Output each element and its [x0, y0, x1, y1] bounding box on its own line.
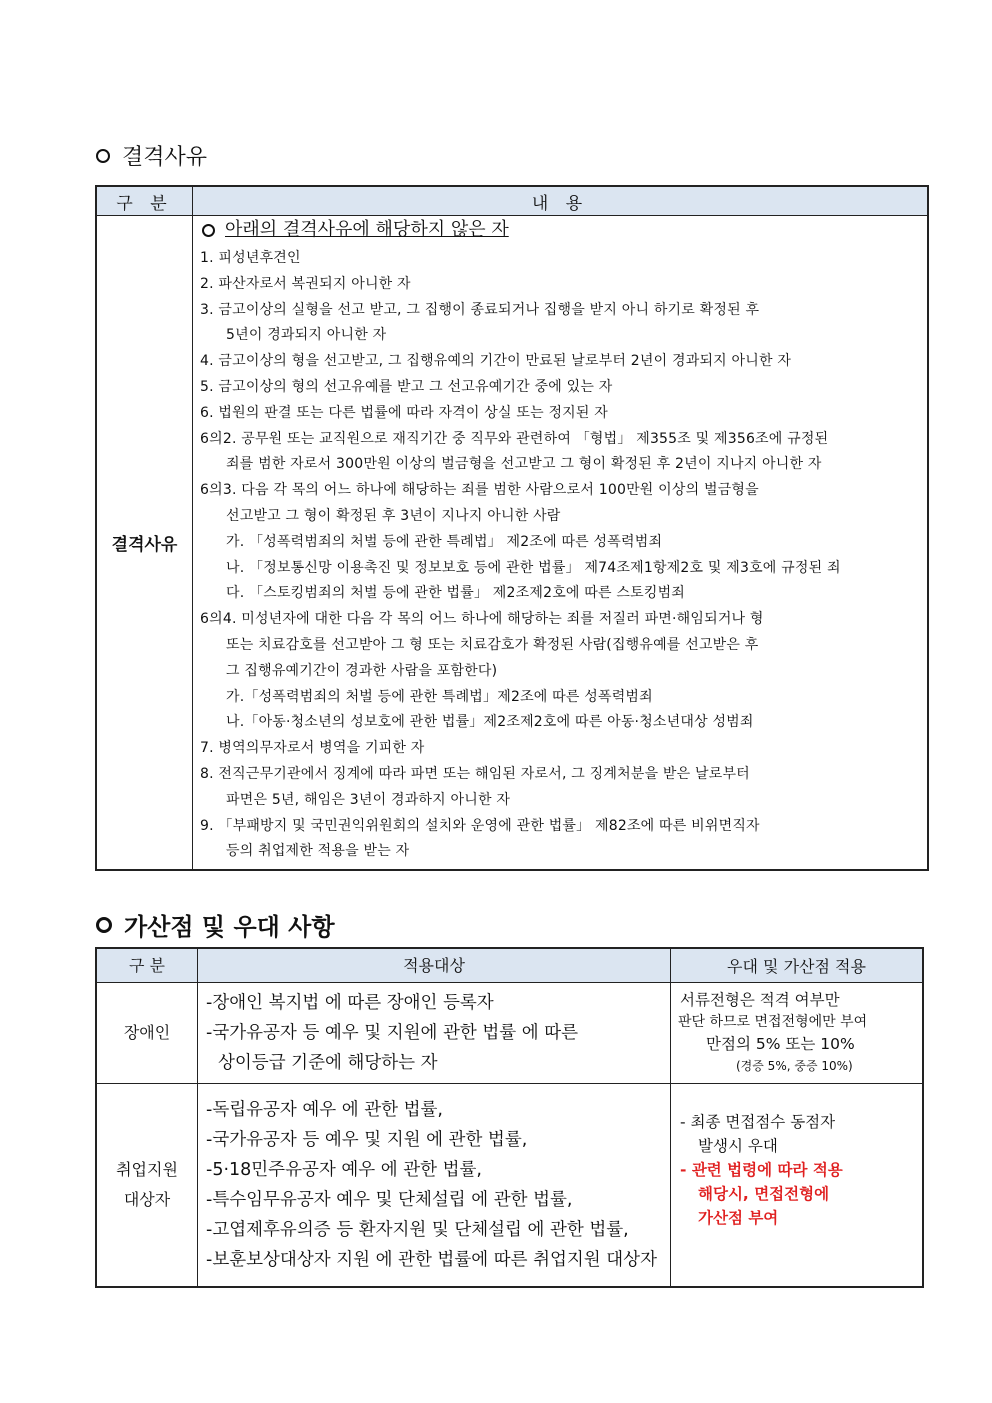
target-line: -고엽제후유의증 등 환자지원 및 단체설립 에 관한 법률,: [206, 1219, 629, 1240]
target-line: -독립유공자 예우 에 관한 법률,: [206, 1099, 443, 1120]
list-item: 등의 취업제한 적용을 받는 자: [226, 843, 410, 860]
list-item: 5년이 경과되지 아니한 자: [226, 327, 387, 344]
list-item: 7. 병역의무자로서 병역을 기피한 자: [200, 740, 425, 757]
list-item: 6의4. 미성년자에 대한 다음 각 목의 어느 하나에 해당하는 죄를 저질러 파면·해임되거나 형: [200, 611, 764, 628]
header-benefit: 우대 및 가산점 적용: [671, 948, 924, 983]
list-item: 4. 금고이상의 형을 선고받고, 그 집행유예의 기간이 만료된 날로부터 2년이 경과되지 아니한 자: [200, 353, 792, 370]
table-header-row: [96, 186, 928, 216]
section-title-text: 결격사유: [122, 145, 208, 170]
content-cell: [193, 216, 929, 871]
benefit-line: 만점의 5% 또는 10%: [706, 1035, 855, 1053]
category-cell: 장애인: [96, 983, 198, 1084]
disqualification-list: [200, 246, 919, 865]
target-line: -국가유공자 등 예우 및 지원 에 관한 법률,: [206, 1129, 528, 1150]
disqualification-table: [95, 185, 929, 871]
list-item: 8. 전직근무기관에서 징계에 따라 파면 또는 해임된 자로서, 그 징계처분을 받은 날로부터: [200, 765, 750, 782]
section-title-text: 가산점 및 우대 사항: [124, 913, 335, 941]
list-item: 그 집행유예기간이 경과한 사람을 포함한다): [226, 662, 498, 679]
section-title-bonus: [96, 907, 335, 942]
circle-bullet-icon: [96, 149, 110, 163]
header-targets: 적용대상: [198, 948, 671, 983]
list-item: 선고받고 그 형이 확정된 후 3년이 지나지 아니한 사람: [226, 507, 561, 524]
list-item: 나.「아동·청소년의 성보호에 관한 법률」제2조제2호에 따른 아동·청소년대상 성범죄: [226, 714, 754, 731]
list-item: 가. 「성폭력범죄의 처벌 등에 관한 특례법」 제2조에 따른 성폭력범죄: [226, 533, 663, 550]
list-item: 2. 파산자로서 복권되지 아니한 자: [200, 275, 411, 292]
category-line: 취업지원: [116, 1159, 178, 1179]
header-category: 구 분: [96, 186, 193, 216]
benefit-line: 서류전형은 적격 여부만: [680, 991, 840, 1009]
category-cell: 결격사유: [96, 216, 193, 871]
benefit-cell: [671, 983, 924, 1084]
benefit-highlight-line: 해당시, 면접전형에: [698, 1184, 830, 1203]
table-header-row: [96, 948, 923, 983]
benefit-line: - 최종 면접점수 동점자: [680, 1112, 836, 1131]
circle-bullet-icon: [96, 917, 112, 933]
header-content: 내 용: [193, 186, 929, 216]
table-row-employment-support: [96, 1084, 923, 1287]
section-title-disqualification: [96, 140, 207, 171]
list-item: 9. 「부패방지 및 국민권익위원회의 설치와 운영에 관한 법률」 제82조에 따른 비위면직자: [200, 817, 760, 834]
benefit-highlight-line: 가산점 부여: [698, 1208, 779, 1227]
targets-cell: [198, 983, 671, 1084]
table-row-disabled: [96, 983, 923, 1084]
benefit-highlight-line: - 관련 법령에 따라 적용: [680, 1160, 843, 1179]
list-item: 파면은 5년, 해임은 3년이 경과하지 아니한 자: [226, 791, 511, 808]
list-item: 6의3. 다음 각 목의 어느 하나에 해당하는 죄를 범한 사람으로서 100만원 이상의 벌금형을: [200, 482, 759, 499]
list-item: 죄를 범한 자로서 300만원 이상의 벌금형을 선고받고 그 형이 확정된 후 2년이 지나지 아니한 자: [226, 456, 822, 473]
list-item: 또는 치료감호를 선고받아 그 형 또는 치료감호가 확정된 사람(집행유예를 선고받은 후: [226, 636, 759, 653]
subheading-text: 아래의 결격사유에 해당하지 않은 자: [225, 219, 509, 240]
list-item: 6. 법원의 판결 또는 다른 법률에 따라 자격이 상실 또는 정지된 자: [200, 404, 609, 421]
list-item: 3. 금고이상의 실형을 선고 받고, 그 집행이 종료되거나 집행을 받지 아니 하기로 확정된 후: [200, 301, 760, 318]
header-category: 구 분: [96, 948, 198, 983]
list-item: 나. 「정보통신망 이용촉진 및 정보보호 등에 관한 법률」 제74조제1항제2호 및 제3호에 규정된 죄: [226, 559, 841, 576]
circle-bullet-icon: [202, 224, 215, 237]
target-line: -보훈보상대상자 지원 에 관한 법률에 따른 취업지원 대상자: [206, 1249, 657, 1270]
target-line: -5·18민주유공자 예우 에 관한 법률,: [206, 1159, 482, 1180]
bonus-table: [95, 947, 924, 1288]
list-item: 6의2. 공무원 또는 교직원으로 재직기간 중 직무와 관련하여 「형법」 제355조 및 제356조에 규정된: [200, 430, 829, 447]
list-item: 다. 「스토킹범죄의 처벌 등에 관한 법률」 제2조제2호에 따른 스토킹범죄: [226, 585, 686, 602]
content-subheading: [202, 218, 919, 242]
list-item: 1. 피성년후견인: [200, 250, 301, 266]
target-line: -장애인 복지법 에 따른 장애인 등록자: [206, 993, 494, 1013]
target-line: -국가유공자 등 예우 및 지원에 관한 법률 에 따른: [206, 1023, 579, 1043]
benefit-note: (경증 5%, 중증 10%): [736, 1059, 853, 1073]
list-item: 가.「성폭력범죄의 처벌 등에 관한 특례법」제2조에 따른 성폭력범죄: [226, 688, 653, 705]
benefit-cell: [671, 1084, 924, 1287]
list-item: 5. 금고이상의 형의 선고유예를 받고 그 선고유예기간 중에 있는 자: [200, 378, 613, 395]
benefit-line: 판단 하므로 면접전형에만 부여: [678, 1014, 868, 1030]
category-cell: [96, 1084, 198, 1287]
category-line: 대상자: [123, 1189, 171, 1209]
target-line: 상이등급 기준에 해당하는 자: [218, 1053, 438, 1073]
targets-cell: [198, 1084, 671, 1287]
table-row: [96, 216, 928, 871]
target-line: -특수임무유공자 예우 및 단체설립 에 관한 법률,: [206, 1189, 573, 1210]
benefit-line: 발생시 우대: [698, 1136, 778, 1155]
